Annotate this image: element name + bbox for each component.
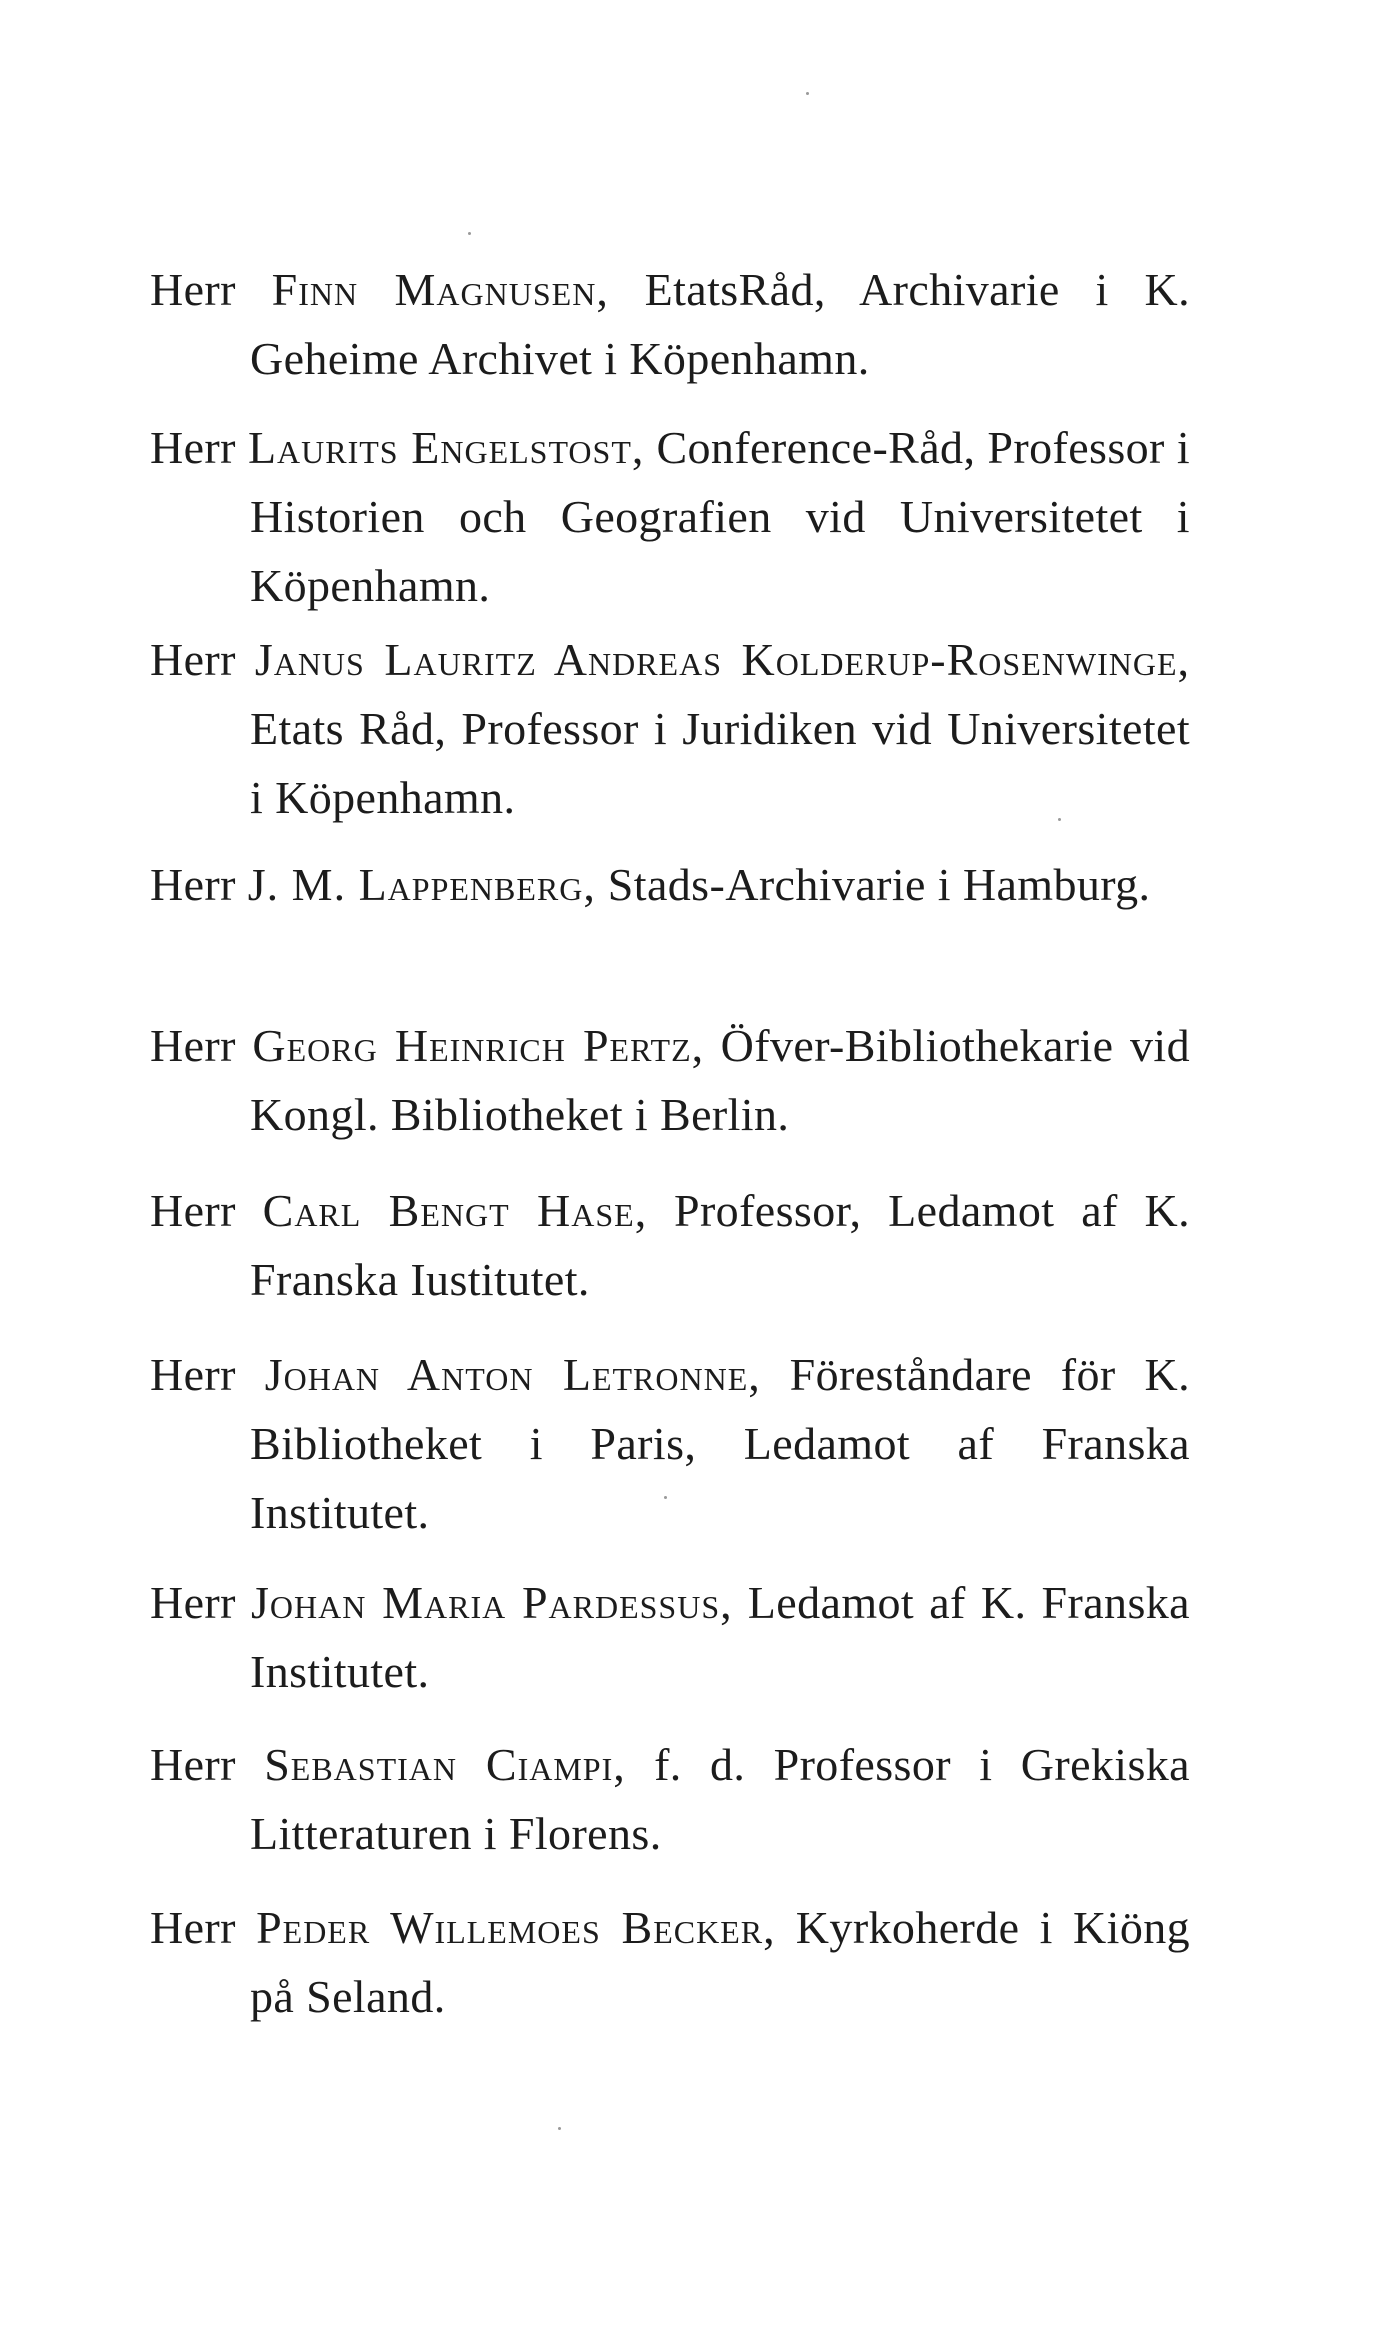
- entry-title: Herr: [150, 1185, 236, 1236]
- entry-description: Etats Råd, Professor i Juridiken vid Universitetet i Köpenhamn.: [250, 703, 1190, 823]
- entry-name: Janus Lauritz Andreas Kolderup-Rosenwinge,: [254, 634, 1190, 685]
- entry-description: Ledamot af K. Franska Institutet.: [250, 1577, 1190, 1697]
- entry-title: Herr: [150, 1020, 236, 1071]
- paper-speck: [558, 2127, 561, 2130]
- entry-name: Georg Heinrich Pertz,: [252, 1020, 705, 1071]
- entry-description: Professor, Ledamot af K. Franska Iustitutet.: [250, 1185, 1190, 1305]
- entry-title: Herr: [150, 264, 236, 315]
- entry-lappenberg: [150, 850, 1190, 919]
- entry-pertz: [150, 1011, 1190, 1149]
- entry-magnusen: [150, 255, 1190, 393]
- entry-title: Herr: [150, 1902, 236, 1953]
- entry-description: Öfver-Bibliothekarie vid Kongl. Bibliotheket i Berlin.: [250, 1020, 1190, 1140]
- entry-title: Herr: [150, 634, 236, 685]
- paper-speck: [806, 92, 809, 95]
- entry-name: Finn Magnusen,: [271, 264, 609, 315]
- entry-name: Johan Maria Pardessus,: [251, 1577, 733, 1628]
- entry-title: Herr: [150, 859, 236, 910]
- entry-name: Sebastian Ciampi,: [264, 1739, 626, 1790]
- entry-description: Kyrkoherde i Kiöng på Seland.: [250, 1902, 1191, 2022]
- entry-description: EtatsRåd, Archivarie i K. Geheime Archivet i Köpenhamn.: [250, 264, 1190, 384]
- entry-title: Herr: [150, 1349, 236, 1400]
- entry-name: J. M. Lappenberg,: [247, 859, 596, 910]
- entry-name: Johan Anton Letronne,: [264, 1349, 761, 1400]
- entry-description: Föreståndare för K. Bibliotheket i Paris, Ledamot af Franska Institutet.: [250, 1349, 1190, 1538]
- entry-pardessus: [150, 1568, 1190, 1706]
- entry-name: Laurits Engelstost,: [247, 422, 645, 473]
- entry-engelstost: [150, 413, 1190, 620]
- paper-speck: [1058, 818, 1061, 821]
- entry-description: Conference-Råd, Professor i Historien och Geografien vid Universitetet i Köpenhamn.: [250, 422, 1191, 611]
- entry-title: Herr: [150, 1739, 236, 1790]
- entry-kolderup-rosenwinge: [150, 625, 1190, 832]
- entry-name: Peder Willemoes Becker,: [256, 1902, 776, 1953]
- entry-name: Carl Bengt Hase,: [262, 1185, 648, 1236]
- entry-hase: [150, 1176, 1190, 1314]
- paper-speck: [468, 232, 471, 235]
- entry-ciampi: [150, 1730, 1190, 1868]
- entry-letronne: [150, 1340, 1190, 1547]
- paper-speck: [664, 1496, 667, 1499]
- entry-becker: [150, 1893, 1190, 2031]
- entry-description: Stads-Archivarie i Hamburg.: [607, 859, 1151, 910]
- entry-title: Herr: [150, 1577, 236, 1628]
- entry-description: f. d. Professor i Grekiska Litteraturen i Florens.: [250, 1739, 1190, 1859]
- entry-title: Herr: [150, 422, 236, 473]
